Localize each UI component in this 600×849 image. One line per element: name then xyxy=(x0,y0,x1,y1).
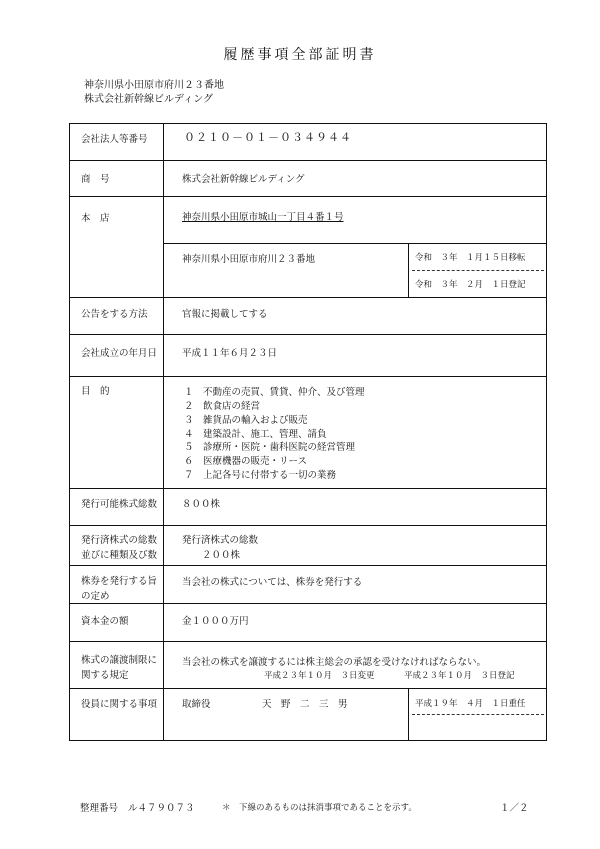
purpose-item: １ 不動産の売買、賃貸、仲介、及び管理 xyxy=(184,387,365,398)
note-officer-reappointed: 平成１９年 ４月 １日重任 xyxy=(415,699,526,709)
purpose-item: ６ 医療機器の販売・リース xyxy=(184,456,308,467)
footer-remark: ＊ 下線のあるものは抹消事項であることを示す。 xyxy=(222,803,417,813)
value-established: 平成１１年６月２３日 xyxy=(182,348,278,359)
label-public-notice: 公告をする方法 xyxy=(81,309,148,320)
footer-control-number: ル４７９０７３ xyxy=(128,803,195,814)
label-issued-shares-1: 発行済株式の総数 xyxy=(81,535,158,546)
document-title: 履歴事項全部証明書 xyxy=(223,47,377,63)
value-head-office-old: 神奈川県小田原市城山一丁目４番１号 xyxy=(182,212,344,223)
label-officers: 役員に関する事項 xyxy=(81,699,158,710)
row-separator xyxy=(69,688,547,689)
row-separator xyxy=(69,160,547,161)
value-capital: 金１０００万円 xyxy=(182,616,249,627)
purpose-item: ３ 雑貨品の輸入および販売 xyxy=(184,415,308,426)
label-capital: 資本金の額 xyxy=(81,616,129,627)
row-separator xyxy=(69,196,547,197)
value-public-notice: 官報に掲載してする xyxy=(182,309,268,320)
row-separator xyxy=(69,603,547,604)
value-trade-name: 株式会社新幹線ビルディング xyxy=(182,174,305,185)
row-separator xyxy=(69,641,547,642)
value-head-office-new: 神奈川県小田原市府川２３番地 xyxy=(182,254,316,265)
label-share-certificates-2: の定め xyxy=(81,591,110,602)
column-divider xyxy=(163,123,164,741)
note-transfer-changed: 平成２３年１０月 ３日変更 xyxy=(264,671,375,681)
note-dashed-line xyxy=(412,714,544,715)
note-transfer-registered: 平成２３年１０月 ３日登記 xyxy=(404,671,515,681)
label-transfer-restriction-1: 株式の譲渡制限に xyxy=(81,655,158,666)
label-transfer-restriction-2: 関する規定 xyxy=(81,670,129,681)
value-corp-number: ０２１０－０１－０３４９４４ xyxy=(184,131,352,144)
label-trade-name: 商 号 xyxy=(81,174,110,185)
row-separator xyxy=(69,334,547,335)
row-separator xyxy=(69,376,547,377)
label-established: 会社成立の年月日 xyxy=(81,348,158,359)
row-separator xyxy=(69,565,547,566)
purpose-item: ４ 建築設計、施工、管理、請負 xyxy=(184,429,327,440)
value-officer-role: 取締役 xyxy=(182,699,211,710)
label-purpose: 目 的 xyxy=(81,386,110,397)
note-dashed-line xyxy=(412,270,544,271)
value-transfer-restriction: 当会社の株式を譲渡するには株主総会の承認を受けなければならない。 xyxy=(182,657,487,668)
purpose-item: ５ 診療所・医院・歯科医院の経営管理 xyxy=(184,442,356,453)
label-head-office: 本 店 xyxy=(81,213,110,224)
row-separator xyxy=(69,488,547,489)
footer-page-number: １／２ xyxy=(500,803,529,814)
note-registered: 令和 ３年 ２月 １日登記 xyxy=(415,280,526,290)
value-issued-shares-1: 発行済株式の総数 xyxy=(182,535,259,546)
label-share-certificates-1: 株券を発行する旨 xyxy=(81,576,158,587)
row-separator xyxy=(69,525,547,526)
purpose-item: ２ 飲食店の経営 xyxy=(184,401,261,412)
note-moved: 令和 ３年 １月１５日移転 xyxy=(415,253,526,263)
note-divider xyxy=(408,243,409,297)
label-corp-number: 会社法人等番号 xyxy=(81,134,148,145)
row-separator xyxy=(69,297,547,298)
label-authorized-shares: 発行可能株式総数 xyxy=(81,499,158,510)
value-authorized-shares: ８００株 xyxy=(182,499,221,510)
footer-control-label: 整理番号 xyxy=(80,803,119,814)
value-issued-shares-2: ２００株 xyxy=(202,550,241,561)
header-address: 神奈川県小田原市府川２３番地 xyxy=(84,80,224,91)
row-separator xyxy=(163,243,547,244)
value-share-certificates: 当会社の株式については、株券を発行する xyxy=(182,577,363,588)
note-divider xyxy=(408,688,409,741)
purpose-item: ７ 上記各号に付帯する一切の業務 xyxy=(184,470,337,481)
header-company: 株式会社新幹線ビルディング xyxy=(84,94,213,105)
value-officer-name: 天 野 二 三 男 xyxy=(262,699,348,710)
label-issued-shares-2: 並びに種類及び数 xyxy=(81,550,158,561)
